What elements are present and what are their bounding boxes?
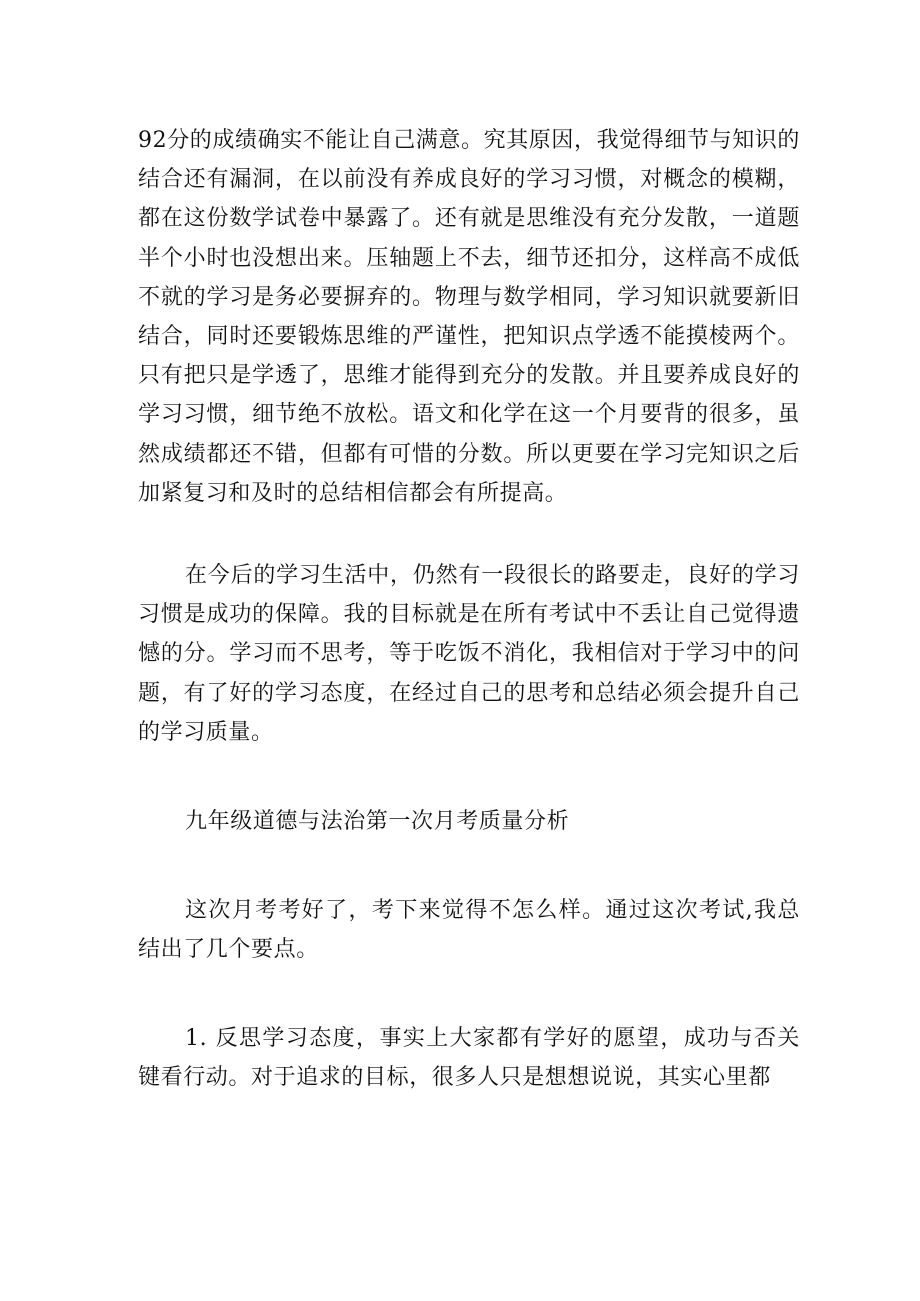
paragraph-exam-reflection: 92分的成绩确实不能让自己满意。究其原因，我觉得细节与知识的结合还有漏洞，在以前没有养成良好的学习习惯，对概念的模糊，都在这份数学试卷中暴露了。还有就是思维没有充分发散，一道题半个小时也没想出来。压轴题上不去，细节还扣分，这样高不成低不就的学习是务必要摒弃的。物理与数学相同，学习知识就要新旧结合，同时还要锻炼思维的严谨性，把知识点学透不能摸棱两个。只有把只是学透了，思维才能得到充分的发散。并且要养成良好的学习习惯，细节绝不放松。语文和化学在这一个月要背的很多，虽然成绩都还不错，但都有可惜的分数。所以更要在学习完知识之后加紧复习和及时的总结相信都会有所提高。 [138, 128, 800, 506]
section-heading: 九年级道德与法治第一次月考质量分析 [185, 809, 570, 835]
document-page [138, 121, 800, 1097]
paragraph-future-goals: 在今后的学习生活中，仍然有一段很长的路要走，良好的学习习惯是成功的保障。我的目标就是在所有考试中不丢让自己觉得遗憾的分。学习而不思考，等于吃饭不消化，我相信对于学习中的问题，有了好的学习态度，在经过自己的思考和总结必须会提升自己的学习质量。 [138, 563, 800, 745]
paragraph-exam-summary: 这次月考考好了，考下来觉得不怎么样。通过这次考试,我总结出了几个要点。 [138, 898, 800, 963]
paragraph-point-1: 1. 反思学习态度，事实上大家都有学好的愿望，成功与否关键看行动。对于追求的目标，很多人只是想想说说，其实心里都 [138, 1025, 800, 1090]
